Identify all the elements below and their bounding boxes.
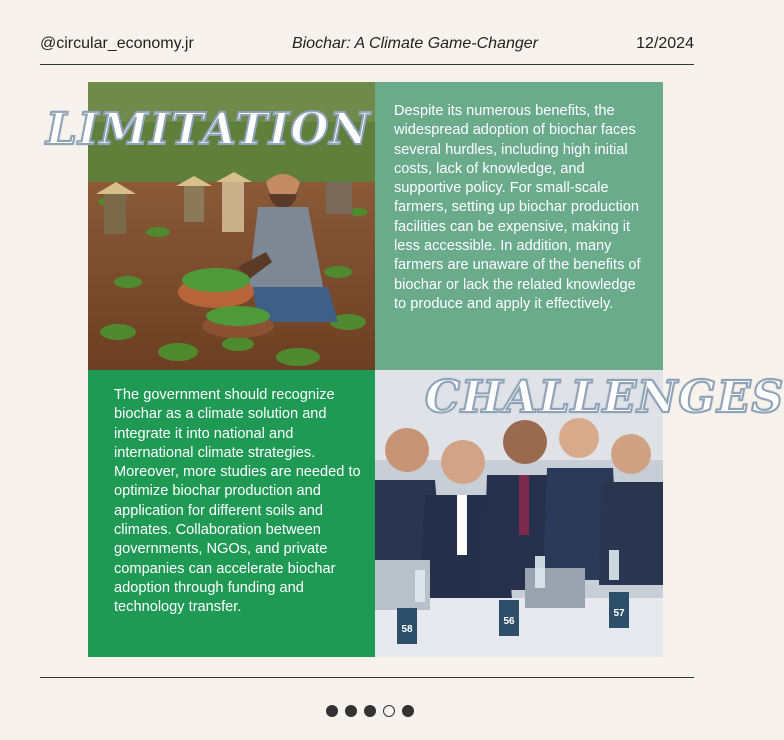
page-dot-5[interactable] xyxy=(402,705,414,717)
placard-57: 57 xyxy=(613,608,625,619)
content-grid xyxy=(88,82,663,657)
page-dot-1[interactable] xyxy=(326,705,338,717)
limitation-heading: LIMITATION xyxy=(46,104,371,155)
challenges-heading: CHALLENGES xyxy=(425,372,784,423)
account-handle[interactable]: @circular_economy.jr xyxy=(40,35,194,52)
page-dot-4[interactable] xyxy=(383,705,395,717)
top-divider xyxy=(40,64,694,65)
page-dot-3[interactable] xyxy=(364,705,376,717)
placard-56: 56 xyxy=(503,616,515,627)
bottom-divider xyxy=(40,677,694,678)
page-dot-2[interactable] xyxy=(345,705,357,717)
challenges-panel xyxy=(88,370,375,657)
limitation-panel xyxy=(375,82,663,370)
limitation-text: Despite its numerous benefits, the widespread adoption of biochar faces several hurdles, including high initial costs, lack of knowledge, and supportive policy. For small-scale farmers, setting up biochar production facilities can be expensive, making it less accessible. In addition, many farmers are unaware of the benefits of biochar or lack the related knowledge to produce and apply it effectively. xyxy=(394,103,641,312)
carousel-pagination xyxy=(0,705,740,717)
header xyxy=(40,30,694,58)
placard-58: 58 xyxy=(401,624,413,635)
post-date: 12/2024 xyxy=(636,35,694,52)
post-title: Biochar: A Climate Game-Changer xyxy=(291,35,538,52)
challenges-text: The government should recognize biochar as a climate solution and integrate it into national and international climate strategies. Moreover, more studies are needed to optimize biochar production and application for different soils and climates. Collaboration between governments, NGOs, and private companies can accelerate biochar adoption through funding and technology transfer. xyxy=(114,387,361,616)
